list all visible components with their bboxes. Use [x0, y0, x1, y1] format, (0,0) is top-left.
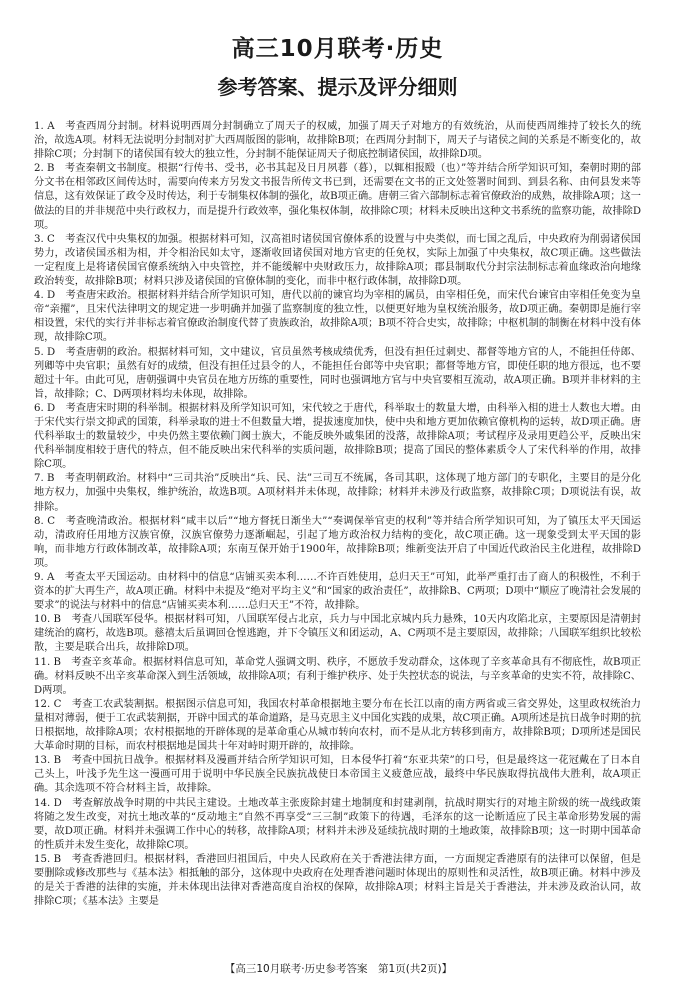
- answer-item-3: 3. C 考查汉代中央集权的加强。根据材料可知，汉高祖时诸侯国官僚体系的设置与中央类似，而七国之乱后，中央政府为削弱诸侯国势力，改诸侯国丞相为相，并令相治民如太守，逐渐收回诸侯国对地方官吏的任免权，实际上加强了中央集权，故C项正确。这些做法一定程度上是将诸侯国官僚系统纳入中央管控，并不能缓解中央财政压力，故排除A项；郡县制取代分封宗法制标志着血缘政治向地缘政治转变，故排除B项；材料只涉及诸侯国的官僚体制的变化，而非中枢行政体制，故排除D项。: [34, 233, 641, 288]
- answer-item-6: 6. D 考查唐宋时期的科举制。根据材料及所学知识可知，宋代较之于唐代，科举取士的数量大增，由科举入相的进士人数也大增。由于宋代实行崇文抑武的国策，科举录取的进士不但数量大增，提拔速度加快，使中央和地方更加依赖官僚机构的运转，故D项正确。唐代科举取士的数量较少，中央仍然主要依赖门阀士族大，不能反映外戚集团的没落，故排除A项；考试程序及录用更趋公平，反映出宋代科举制度相较于唐代的特点，但不能反映出宋代科举的实质问题，故排除B项；提高了国民的整体素质令人了宋代科举的作用，故排除C项。: [34, 402, 641, 471]
- answer-item-8: 8. C 考查晚清政治。根据材料“咸丰以后”“地方督抚日渐坐大”“奏调保举官吏的权利”等并结合所学知识可知，为了镇压太平天国运动，清政府任用地方汉族官僚，汉族官僚势力逐渐崛起，引起了地方政治权力结构的变化，故C项正确。这一现象受到太平天国的影响，而非地方行政体制改革，故排除A项；东南互保开始于1900年，故排除B项；维新变法开启了中国近代政治民主化进程，故排除D项。: [34, 515, 641, 569]
- answer-item-11: 11. B 考查辛亥革命。根据材料信息可知，革命党人强调文明、秩序，不愿放手发动群众，这体现了辛亥革命具有不彻底性，故B项正确。材料反映不出辛亥革命深入到生活领域，故排除A项；有利于维护秩序、处于失控状态的说法，与辛亥革命的史实不符，故排除C、D两项。: [34, 656, 641, 696]
- answer-item-1: 1. A 考查西周分封制。材料说明西周分封制确立了周天子的权威，加强了周天子对地方的有效统治，从而使西周维持了较长久的统治，故选A项。材料无法说明分封制对扩大西周版图的影响，故排除B项；在西周分封制下，周天子与诸侯之间的关系是不断变化的，故排除C项；分封制下的诸侯国有较大的独立性，分封制不能保证周天子彻底控制诸侯国，故排除D项。: [34, 121, 641, 161]
- answer-list: [34, 120, 641, 909]
- answer-item-14: 14. D 考查解放战争时期的中共民主建设。土地改革主张废除封建土地制度和封建剥削，抗战时期实行的对地主阶级的统一战线政策将随之发生改变，对抗土地改革的“反动地主”自然不再享受“三三制”政策下的待遇，毛泽东的这一论断适应了民主革命形势发展的需要，故D项正确。材料并未强调工作中心的转移，故排除A项；材料并未涉及延续抗战时期的土地政策，故排除B项；这一时期中国革命的性质并未发生变化，故排除C项。: [34, 797, 641, 851]
- answer-item-13: 13. B 考查中国抗日战争。根据材料及漫画并结合所学知识可知，日本侵华打着“东亚共荣”的口号，但是最终这一花冠戴在了日本自己头上，叶浅予先生这一漫画可用于说明中华民族全民族抗战使日本帝国主义疲惫应战，最终中华民族取得抗战伟大胜利，故A项正确。其余选项不符合材料主旨，故排除。: [34, 755, 641, 795]
- page-subtitle: 参考答案、提示及评分细则: [217, 75, 458, 99]
- page-footer: 【高三10月联考·历史参考答案 第1页(共2页)】: [224, 963, 453, 975]
- page-title: 高三10月联考·历史: [231, 36, 444, 62]
- answer-item-10: 10. B 考查八国联军侵华。根据材料可知，八国联军侵占北京，兵力与中国北京城内兵力悬殊，10天内攻陷北京，主要原因是清朝封建统治的腐朽，故选B项。慈禧太后虽调回仓惶逃跑，并下令镇压义和团运动，A、C两项不是主要原因，故排除；八国联军组织比较松散，主要是联合出兵，故排除D项。: [34, 614, 641, 654]
- answer-item-4: 4. D 考查唐宋政治。根据材料并结合所学知识可知，唐代以前的谏官均为宰相的属员，由宰相任免，而宋代台谏官由宰相任免变为皇帝“亲擢”，且宋代法律明文的规定进一步明确并加强了监察制度的独立性，以便更好地为皇权统治服务，故D项正确。秦朝即是施行宰相设置，宋代的实行并非标志着官僚政治制度代替了贵族政治，故排除A项；B项不符合史实，故排除；中枢机制的制衡在材料中没有体现，故排除C项。: [34, 290, 641, 344]
- answer-item-2: 2. B 考查秦朝文书制度。根据“行传书、受书，必书其起及日月夙暮（暮），以辄相报殹（也）”等并结合所学知识可知，秦朝时期的部分文书在相邻政区间传达时，需要向传来方另发文书报告所传文书已到，还需要在文书的正文处签署时间到、到县名称、由何县发来等信息，这有效保证了政令及时传达，利于专制集权体制的强化，故B项正确。唐朝三省六部制标志着官僚政治的成熟，故排除A项；这一做法的目的并非规范中央行政权力，而是提升行政效率，强化集权体制，故排除C项；材料未反映出这种文书系统的监察功能，故排除D项。: [34, 163, 641, 231]
- answer-item-7: 7. B 考查明朝政治。材料中“三司共治”反映出“兵、民、法”三司互不统属，各司其职，这体现了地方部门的专职化，主要目的是分化地方权力，加强中央集权，维护统治，故选B项。A项材料并未体现，故排除；材料并未涉及行政监察，故排除C项；D项说法有误，故排除。: [34, 473, 641, 513]
- answer-item-15: 15. B 考查香港回归。根据材料，香港回归祖国后，中央人民政府在关于香港法律方面，一方面规定香港原有的法律可以保留，但是要删除或修改那些与《基本法》相抵触的部分，这体现中央政府在处理香港问题时体现出的原则性和灵活性，故B项正确。材料中涉及的是关于香港的法律的实施，并未体现出法律对香港高度自治权的保障，故排除A项；材料主旨是关于香港法，并未涉及政治认同，故排除C项；《基本法》主要是: [34, 853, 641, 908]
- answer-item-12: 12. C 考查工农武装割据。根据图示信息可知，我国农村革命根据地主要分布在长江以南的南方两省或三省交界处，这里政权统治力量相对薄弱，便于工农武装割据，开辟中国式的革命道路，是马克思主义中国化实践的成果，故C项正确。A项所述是抗日战争时期的抗日根据地，故排除A项；农村根据地的开辟体现的是革命重心从城市转向农村，而不是从北方转移到南方，故排除B项；D项所述是国民大革命时期的目标，而农村根据地是国共十年对峙时期开辟的，故排除。: [34, 698, 641, 753]
- answer-item-9: 9. A 考查太平天国运动。由材料中的信息“店铺买卖本利……不许百姓使用，总归天王”可知，此举严重打击了商人的积极性，不利于资本的扩大再生产，故A项正确。材料中未提及“绝对平均主义”和“国家的政治责任”，故排除B、C两项；D项中“顺应了晚清社会发展的要求”的说法与材料中的信息“店铺买卖本利……总归天王”不符，故排除。: [34, 572, 641, 612]
- answer-item-5: 5. D 考查唐朝的政治。根据材料可知，文中建议，官员虽然考核成绩优秀，但没有担任过刺史、都督等地方官的人，不能担任侍郎、列卿等中央官职；虽然有好的成绩，但没有担任过县令的人，不能担任台郎等中央官职；都督等地方官，即使任职的地方很远，也不要超过十年。由此可见，唐朝强调中央官员在地方历练的重要性，同时也强调地方官与中央官要相互流动，故A项正确。B项并非材料的主旨，故排除；C、D两项材料均未体现，故排除。: [34, 346, 641, 400]
